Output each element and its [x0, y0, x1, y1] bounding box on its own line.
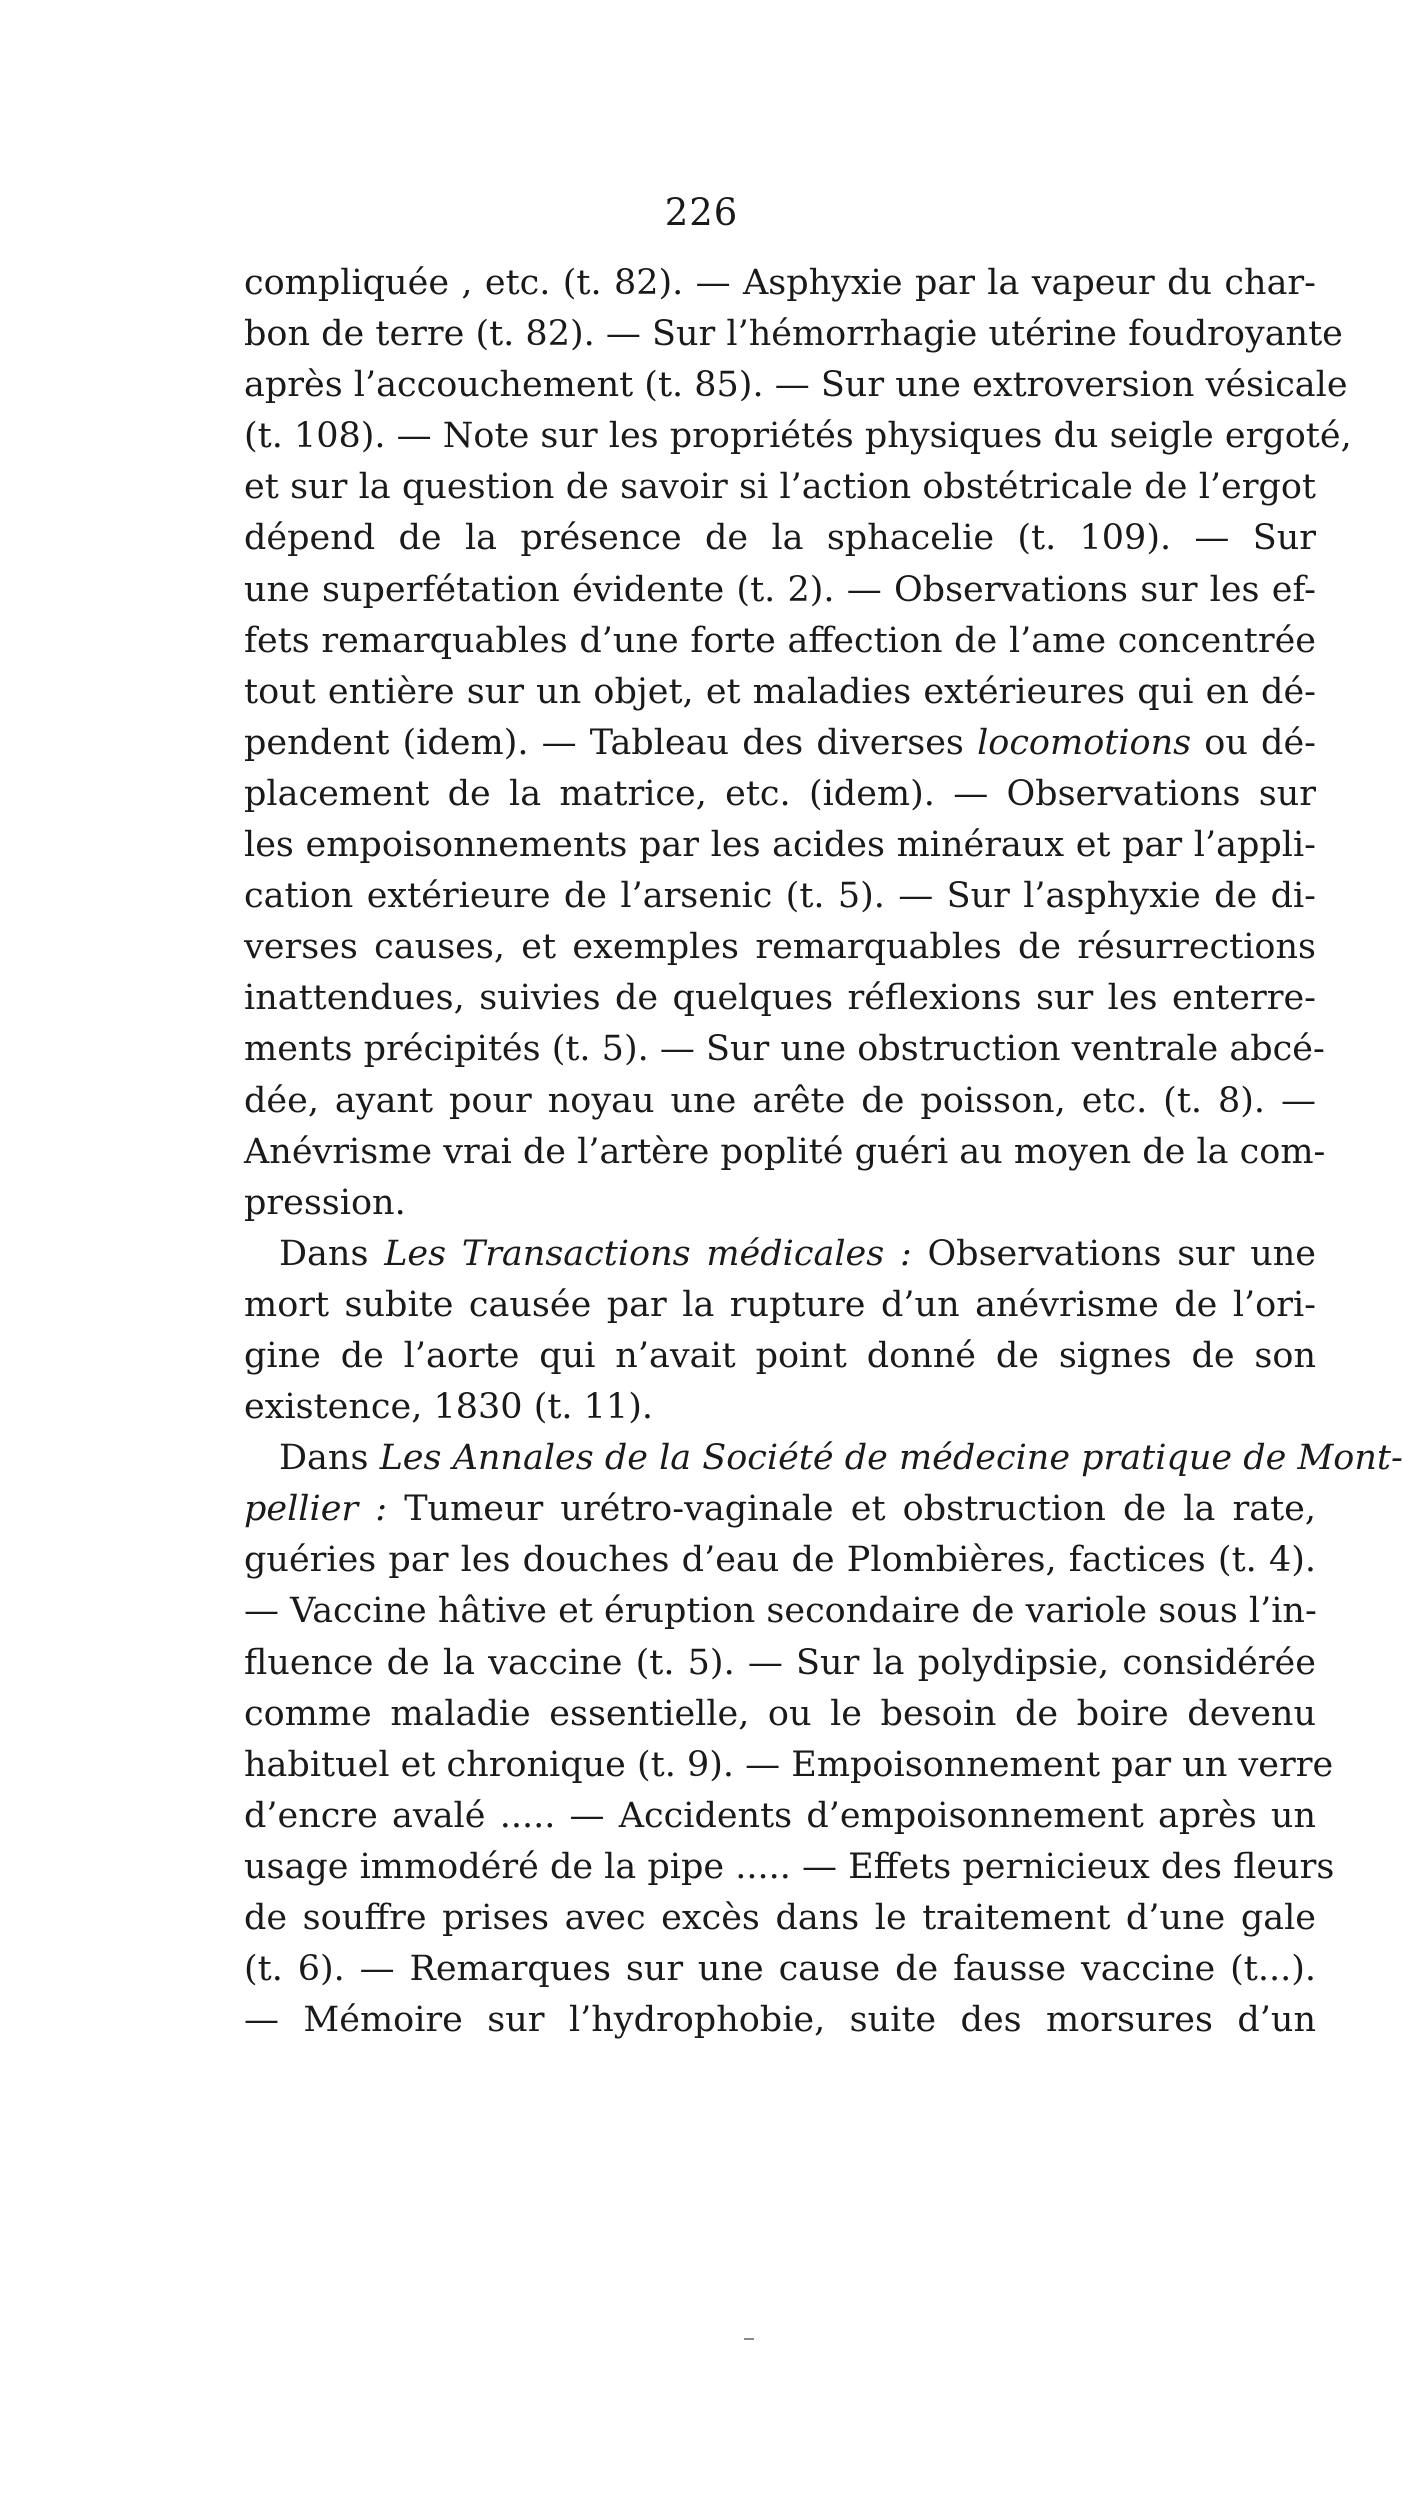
bottom-mark: [744, 2338, 754, 2340]
text-run: les empoisonnements par les acides minéraux et par l’appli-: [244, 825, 1316, 866]
text-line: [244, 1689, 1316, 1740]
text-line: [244, 1331, 1316, 1382]
text-line: [244, 820, 1316, 871]
text-line: [244, 1127, 1326, 1178]
text-line: [244, 922, 1316, 973]
text-run: et sur la question de savoir si l’action obstétricale de l’ergot: [244, 467, 1316, 508]
page-number: 226: [664, 191, 739, 234]
text-line: [244, 1433, 1403, 1484]
italic-title: locomotions: [977, 722, 1192, 763]
text-run: une superfétation évidente (t. 2). — Observations sur les ef-: [244, 569, 1316, 610]
body-text: [244, 258, 1403, 2046]
text-line: [244, 462, 1316, 513]
text-line: [244, 1791, 1316, 1842]
text-line: [244, 1586, 1316, 1637]
text-run: dée, ayant pour noyau une arête de poisson, etc. (t. 8). —: [244, 1080, 1316, 1121]
text-run: gine de l’aorte qui n’avait point donné de signes de son: [244, 1335, 1316, 1376]
text-run: Dans: [279, 1233, 385, 1274]
text-line: [244, 718, 1316, 769]
text-line: [244, 1178, 1316, 1229]
text-line: [244, 1740, 1334, 1791]
text-run: ou dé-: [1191, 722, 1316, 763]
text-run: ments précipités (t. 5). — Sur une obstruction ventrale abcé-: [244, 1029, 1325, 1070]
text-run: — Mémoire sur l’hydrophobie, suite des morsures d’un: [244, 2000, 1316, 2041]
text-line: [244, 616, 1316, 667]
text-run: fluence de la vaccine (t. 5). — Sur la polydipsie, considérée: [244, 1642, 1316, 1683]
paragraph: [244, 1229, 1316, 1433]
text-run: Dans: [279, 1438, 380, 1479]
text-line: [244, 1484, 1316, 1535]
text-run: pendent (idem). — Tableau des diverses: [244, 722, 978, 763]
paragraph: [244, 258, 1352, 1229]
italic-title: Les Annales de la Société de médecine pratique de Mont-: [379, 1438, 1403, 1479]
text-run: existence, 1830 (t. 11).: [244, 1387, 653, 1428]
text-line: [244, 1382, 1316, 1433]
text-line: [244, 1076, 1316, 1127]
text-line: [244, 360, 1348, 411]
text-run: dépend de la présence de la sphacelie (t. 109). — Sur: [244, 518, 1316, 559]
text-run: Tumeur urétro-vaginale et obstruction de la rate,: [387, 1489, 1316, 1530]
text-line: [244, 1638, 1316, 1689]
text-line: [244, 1995, 1316, 2046]
paragraph: [244, 1433, 1403, 2046]
text-run: de souffre prises avec excès dans le traitement d’une gale: [244, 1898, 1316, 1938]
text-line: [244, 1229, 1316, 1280]
text-run: cation extérieure de l’arsenic (t. 5). — Sur l’asphyxie de di-: [244, 876, 1316, 917]
text-line: [244, 513, 1316, 564]
text-line: [244, 667, 1316, 718]
text-run: après l’accouchement (t. 85). — Sur une extroversion vésicale: [244, 365, 1348, 406]
text-run: comme maladie essentielle, ou le besoin de boire devenu: [244, 1693, 1316, 1734]
text-run: inattendues, suivies de quelques réflexions sur les enterre-: [244, 978, 1316, 1019]
text-line: [244, 258, 1316, 309]
text-run: bon de terre (t. 82). — Sur l’hémorrhagie utérine foudroyante: [244, 314, 1343, 355]
text-line: [244, 973, 1316, 1024]
text-run: mort subite causée par la rupture d’un anévrisme de l’ori-: [244, 1284, 1316, 1325]
text-run: usage immodéré de la pipe ..... — Effets pernicieux des fleurs: [244, 1846, 1335, 1887]
text-line: [244, 1944, 1316, 1995]
text-line: [244, 1535, 1316, 1586]
text-run: compliquée , etc. (t. 82). — Asphyxie par la vapeur du char-: [244, 263, 1316, 303]
italic-title: Les Transactions médicales :: [384, 1233, 912, 1274]
text-run: placement de la matrice, etc. (idem). — Observations sur: [244, 773, 1316, 814]
text-line: [244, 769, 1316, 820]
text-run: (t. 6). — Remarques sur une cause de fausse vaccine (t...).: [244, 1949, 1316, 1990]
text-run: d’encre avalé ..... — Accidents d’empoisonnement après un: [244, 1795, 1316, 1836]
text-line: [244, 565, 1316, 616]
text-run: tout entière sur un objet, et maladies extérieures qui en dé-: [244, 671, 1316, 712]
text-line: [244, 871, 1316, 922]
text-run: — Vaccine hâtive et éruption secondaire de variole sous l’in-: [244, 1591, 1317, 1632]
text-line: [244, 309, 1343, 360]
italic-title: pellier :: [244, 1489, 388, 1530]
text-run: Observations sur une: [911, 1233, 1316, 1274]
text-line: [244, 1842, 1335, 1893]
text-run: verses causes, et exemples remarquables de résurrections: [244, 927, 1316, 968]
text-run: pression.: [244, 1182, 406, 1223]
text-line: [244, 1024, 1325, 1075]
text-line: [244, 1893, 1316, 1944]
text-run: habituel et chronique (t. 9). — Empoisonnement par un verre: [244, 1744, 1334, 1785]
text-run: (t. 108). — Note sur les propriétés physiques du seigle ergoté,: [244, 416, 1352, 457]
text-line: [244, 1280, 1316, 1331]
text-line: [244, 411, 1352, 462]
text-run: fets remarquables d’une forte affection de l’ame concentrée: [244, 620, 1316, 661]
text-run: Anévrisme vrai de l’artère poplité guéri au moyen de la com-: [244, 1131, 1326, 1172]
text-run: guéries par les douches d’eau de Plombières, factices (t. 4).: [244, 1540, 1316, 1581]
